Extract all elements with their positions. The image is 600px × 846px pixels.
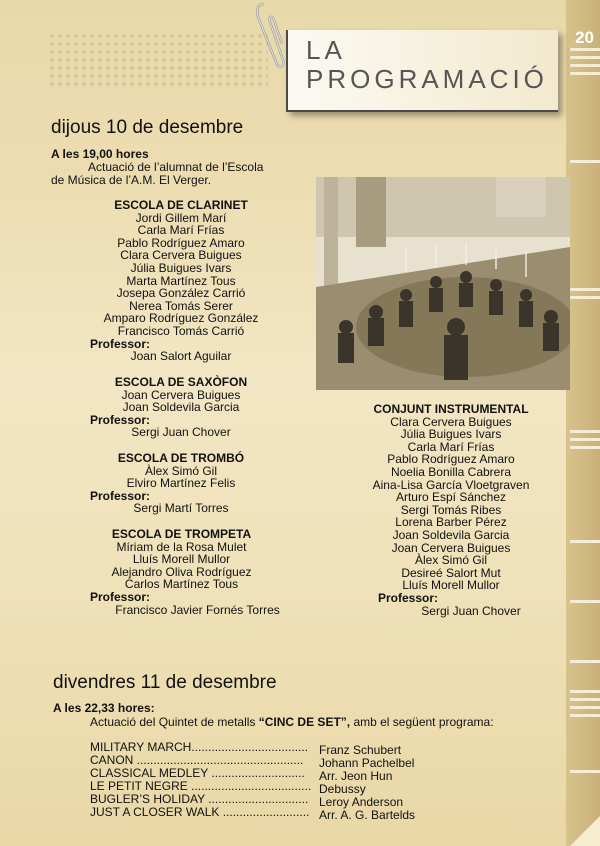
member-name: Joan Soldevila Garcia	[392, 527, 510, 542]
professor-name: Sergi Juan Chover	[421, 603, 521, 618]
stripe-decoration	[570, 600, 600, 608]
description-text: amb el següent programa:	[350, 715, 494, 729]
member-name: Carlos Martínez Tous	[124, 577, 239, 592]
stripe-decoration	[570, 288, 600, 304]
piece-title: CLASSICAL MEDLEY ............................	[90, 767, 305, 780]
section-title: ESCOLA DE TROMBÓ	[117, 451, 245, 465]
trombone-section	[90, 452, 272, 515]
clarinet-section	[90, 199, 272, 363]
composer: Leroy Anderson	[319, 795, 404, 809]
member-name: Míriam de la Rosa Mulet	[116, 539, 247, 554]
trumpet-section	[90, 528, 305, 616]
section-title: ESCOLA DE TROMPETA	[111, 527, 252, 541]
stripe-decoration	[570, 540, 600, 548]
member-name: Lluís Morell Mullor	[402, 578, 500, 593]
member-name: Nerea Tomás Serer	[129, 298, 233, 313]
day2-heading: divendres 11 de desembre	[53, 672, 277, 693]
day1-description-line1: Actuació de l’alumnat de l’Escola	[88, 160, 264, 174]
member-name: Pablo Rodríguez Amaro	[387, 452, 515, 467]
description-text: Actuació del Quintet de metalls	[90, 715, 259, 729]
piece-title: LE PETIT NEGRE ....................................	[90, 780, 312, 793]
stripe-decoration	[570, 160, 600, 168]
member-name: Àlex Simó Gil	[414, 553, 488, 568]
member-name: Jordi Gillem Marí	[135, 210, 227, 225]
stripe-decoration	[570, 770, 600, 778]
piece-title: MILITARY MARCH...................................	[90, 741, 309, 754]
composer: Johann Pachelbel	[319, 756, 415, 770]
member-name: Joan Soldevila Garcia	[122, 400, 240, 415]
member-name: Aina-Lisa García Vloetgraven	[372, 477, 530, 492]
day1-heading: dijous 10 de desembre	[51, 117, 244, 138]
ensemble-photo	[316, 177, 570, 390]
section-title: ESCOLA DE SAXÒFON	[114, 375, 248, 389]
member-name: Carla Marí Frías	[407, 439, 495, 454]
program-row	[90, 806, 415, 822]
member-name: Joan Cervera Buigues	[121, 387, 241, 402]
page-corner-fold	[570, 816, 600, 846]
member-name: Àlex Simó Gil	[144, 463, 218, 478]
professor-label: Professor:	[90, 589, 151, 604]
saxophone-section	[90, 376, 272, 439]
member-name: Josepa González Carrió	[116, 286, 246, 301]
group-name: “CINC DE SET”,	[258, 715, 351, 729]
member-name: Noelia Bonilla Cabrera	[390, 464, 512, 479]
page-title	[306, 36, 548, 94]
member-name: Carla Marí Frías	[137, 223, 225, 238]
day1-time: A les 19,00 hores	[51, 147, 149, 161]
professor-label: Professor:	[90, 488, 151, 503]
member-name: Júlia Buigues Ivars	[130, 260, 232, 275]
professor-label: Professor:	[378, 590, 439, 605]
member-name: Desireé Salort Mut	[401, 565, 501, 580]
title-line-2: PROGRAMACIÓ	[306, 64, 548, 94]
member-name: Lluís Morell Mullor	[132, 552, 231, 567]
section-title: ESCOLA DE CLARINET	[114, 198, 248, 212]
member-name: Marta Martínez Tous	[126, 273, 236, 288]
professor-label: Professor:	[90, 336, 151, 351]
professor-label: Professor:	[90, 412, 151, 427]
composer: Franz Schubert	[319, 743, 402, 757]
member-name: Clara Cervera Buigues	[120, 248, 242, 263]
professor-name: Francisco Javier Fornés Torres	[115, 602, 280, 617]
professor-name: Joan Salort Aguilar	[130, 349, 232, 364]
piece-title: JUST A CLOSER WALK ..........................	[90, 806, 310, 819]
professor-name: Sergi Juan Chover	[131, 425, 231, 440]
composer: Arr. A. G. Bartelds	[319, 808, 416, 822]
day1-description-line2: de Música de l’A.M. El Verger.	[51, 173, 212, 187]
title-line-1: LA	[306, 35, 346, 65]
stripe-decoration	[570, 660, 600, 668]
member-name: Júlia Buigues Ivars	[400, 427, 502, 442]
member-name: Pablo Rodríguez Amaro	[117, 235, 245, 250]
section-title: CONJUNT INSTRUMENTAL	[373, 402, 529, 416]
composer: Arr. Jeon Hun	[319, 769, 393, 783]
stripe-decoration	[570, 48, 600, 80]
paperclip-icon	[252, 0, 286, 74]
member-name: Clara Cervera Buigues	[390, 414, 512, 429]
day2-description	[90, 716, 494, 729]
stripe-decoration	[570, 690, 600, 722]
member-name: Sergi Tomás Ribes	[400, 502, 502, 517]
member-name: Arturo Espí Sánchez	[395, 490, 507, 505]
member-name: Alejandro Oliva Rodríguez	[111, 564, 252, 579]
professor-name: Sergi Martí Torres	[133, 501, 229, 516]
member-name: Elviro Martínez Felis	[126, 476, 236, 491]
dot-pattern-decoration	[48, 32, 268, 90]
ensemble-section	[366, 403, 536, 617]
member-name: Joan Cervera Buigues	[391, 540, 511, 555]
piece-title: CANON ..................................................	[90, 754, 304, 767]
day2-time: A les 22,33 hores:	[53, 701, 155, 715]
stripe-decoration	[570, 430, 600, 454]
piece-title: BUGLER’S HOLIDAY ..............................	[90, 793, 309, 806]
member-name: Lorena Barber Pérez	[395, 515, 507, 530]
page-number: 20	[575, 28, 594, 47]
member-name: Francisco Tomás Carrió	[117, 323, 245, 338]
composer: Debussy	[319, 782, 366, 796]
section-header	[286, 30, 558, 112]
member-name: Amparo Rodríguez González	[103, 311, 259, 326]
